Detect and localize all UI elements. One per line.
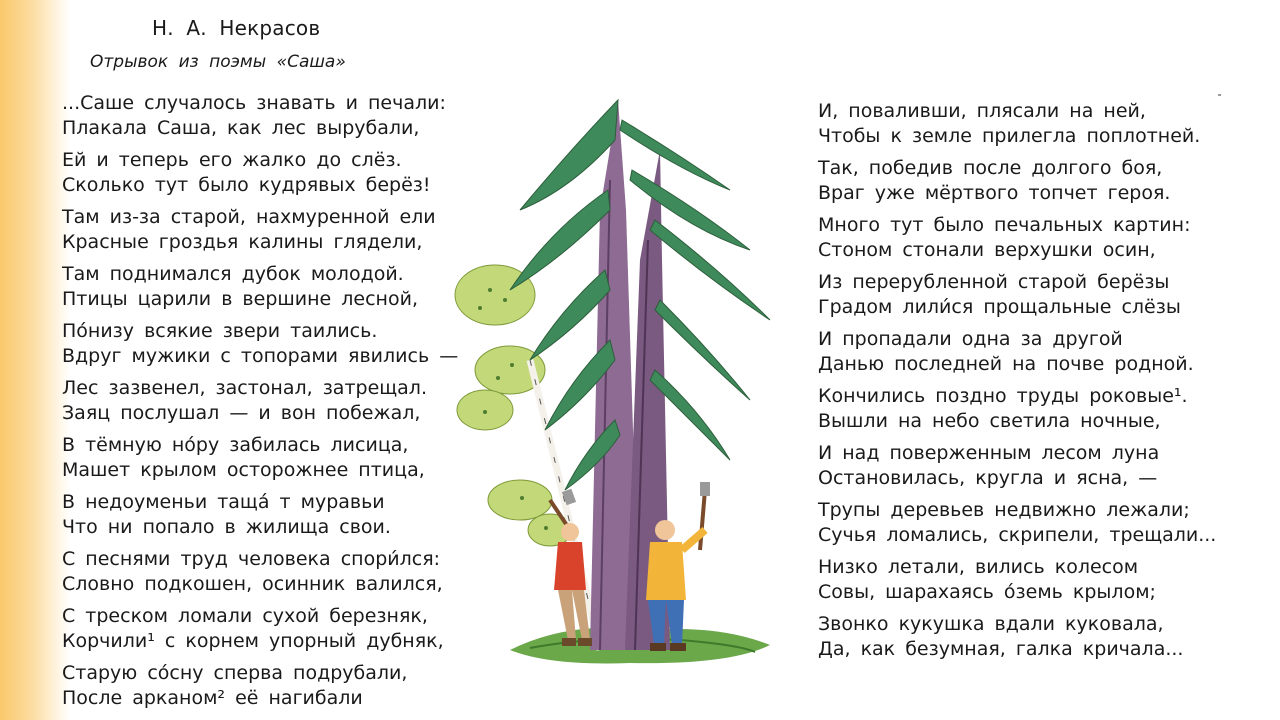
poem-stanza: [62, 91, 458, 140]
poem-line: Лес зазвенел, застонал, затрещал.: [62, 377, 427, 399]
poem-stanza: [62, 604, 458, 653]
poem-stanza: [62, 376, 458, 425]
poem-stanza: [818, 327, 1216, 376]
poem-line: Плакала Саша, как лес вырубали,: [62, 116, 420, 139]
poem-line: Старую со́сну сперва подрубали,: [62, 662, 408, 684]
poem-line: Да, как безумная, галка кричала...: [818, 637, 1184, 660]
poem-line: Звонко кукушка вдали куковала,: [818, 613, 1164, 635]
poem-line: Корчили¹ с корнем упорный дубняк,: [62, 629, 444, 652]
poem-line: Из перерубленной старой берёзы: [818, 271, 1170, 293]
poem-stanza: [62, 262, 458, 311]
poem-line: Много тут было печальных картин:: [818, 214, 1191, 236]
poem-line: И пропадали одна за другой: [818, 328, 1123, 350]
poem-line: Сколько тут было кудрявых берёз!: [62, 173, 431, 196]
poem-line: В тёмную но́ру забилась лисица,: [62, 434, 409, 456]
poem-line: И, поваливши, плясали на ней,: [818, 100, 1146, 122]
poem-line: Машет крылом осторожнее птица,: [62, 458, 425, 481]
poem-line: Чтобы к земле прилегла поплотней.: [818, 124, 1201, 147]
poem-stanza: [818, 384, 1216, 433]
poem-stanza: [818, 99, 1216, 148]
poem-line: Там из-за старой, нахмуренной ели: [62, 206, 436, 228]
poem-line: Ей и теперь его жалко до слёз.: [62, 149, 402, 171]
poem-line: После арканом² её нагибали: [62, 686, 363, 709]
poem-line: И над поверженным лесом луна: [818, 442, 1160, 464]
poem-line: Трупы деревьев недвижно лежали;: [818, 499, 1190, 521]
poem-line: Так, победив после долгого боя,: [818, 157, 1163, 179]
poem-stanza: [818, 441, 1216, 490]
author-name: Н. А. Некрасов: [152, 16, 321, 40]
poem-stanza: [62, 433, 458, 482]
poem-column-left: [62, 91, 458, 718]
poem-line: Стоном стонали верхушки осин,: [818, 238, 1156, 261]
poem-stanza: [818, 270, 1216, 319]
poem-column-right: [818, 99, 1216, 669]
poem-line: С треском ломали сухой березняк,: [62, 605, 428, 627]
poem-line: Сучья ломались, скрипели, трещали...: [818, 523, 1217, 546]
poem-stanza: [818, 555, 1216, 604]
poem-stanza: [62, 319, 458, 368]
poem-stanza: [818, 156, 1216, 205]
poem-line: Кончились поздно труды роковые¹.: [818, 385, 1188, 407]
poem-stanza: [62, 148, 458, 197]
poem-stanza: [818, 498, 1216, 547]
print-mark: [1218, 94, 1221, 96]
poem-line: Птицы царили в вершине лесной,: [62, 287, 418, 310]
poem-line: Что ни попало в жилища свои.: [62, 515, 391, 538]
page-edge-stripe: [0, 0, 70, 720]
poem-line: Совы, шарахаясь о́земь крылом;: [818, 580, 1156, 603]
poem-line: Градом лили́ся прощальные слёзы: [818, 295, 1181, 318]
poem-line: Там поднимался дубок молодой.: [62, 263, 404, 285]
woodcutter-left: [550, 489, 592, 646]
poem-line: Заяц послушал — и вон побежал,: [62, 401, 421, 424]
poem-line: По́низу всякие звери таились.: [62, 320, 378, 342]
poem-line: ...Саше случалось знавать и печали:: [62, 92, 446, 114]
poem-stanza: [62, 661, 458, 710]
poem-line: Красные гроздья калины глядели,: [62, 230, 423, 253]
poem-line: Вдруг мужики с топорами явились —: [62, 344, 459, 367]
poem-line: Враг уже мёртвого топчет героя.: [818, 181, 1171, 204]
illustration-men-felling-trees: [450, 60, 810, 670]
poem-subtitle: Отрывок из поэмы «Саша»: [90, 52, 346, 72]
poem-stanza: [62, 490, 458, 539]
poem-stanza: [62, 205, 458, 254]
poem-line: Остановилась, кругла и ясна, —: [818, 466, 1158, 489]
poem-line: В недоуменьи тащá т муравьи: [62, 491, 385, 513]
poem-line: С песнями труд человека спори́лся:: [62, 548, 441, 570]
poem-stanza: [818, 213, 1216, 262]
poem-stanza: [818, 612, 1216, 661]
poem-line: Вышли на небо светила ночные,: [818, 409, 1161, 432]
poem-line: Низко летали, вились колесом: [818, 556, 1139, 578]
poem-line: Данью последней на почве родной.: [818, 352, 1194, 375]
poem-stanza: [62, 547, 458, 596]
poem-line: Словно подкошен, осинник валился,: [62, 572, 443, 595]
